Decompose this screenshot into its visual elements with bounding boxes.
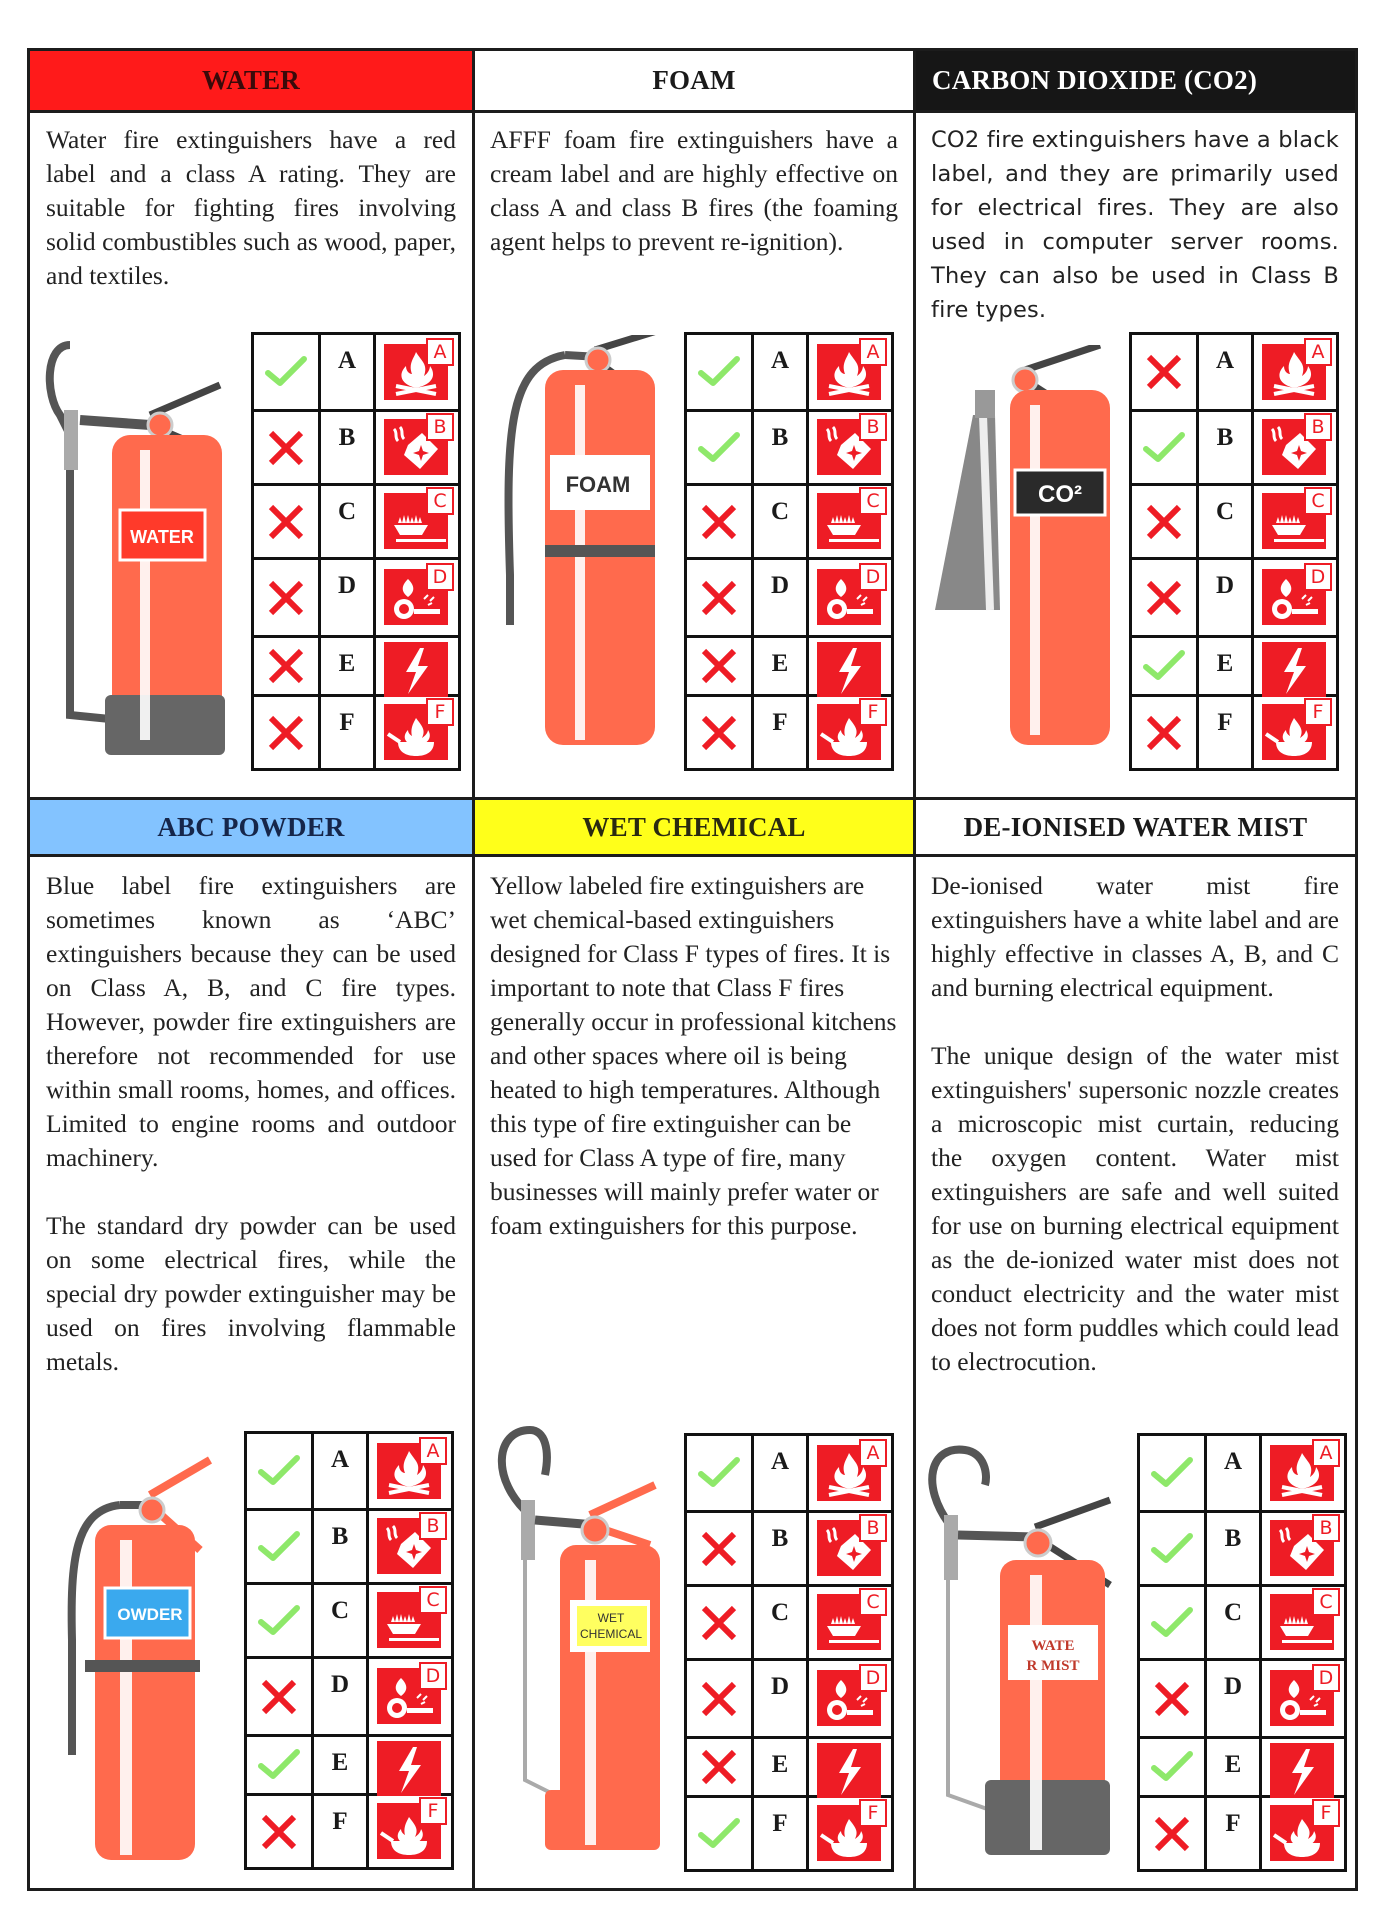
fire-class-tag: A: [1312, 1439, 1340, 1467]
extinguisher-label: WATER: [130, 527, 194, 547]
fire-class-tag: B: [426, 413, 454, 441]
cross-icon: [266, 428, 306, 468]
cross-icon: [699, 1747, 739, 1787]
fire-class-tag: C: [1312, 1588, 1340, 1616]
section-title: WATER: [201, 65, 301, 95]
suitability-mark: [686, 334, 753, 411]
class-d-combustible-metals-icon: [1261, 1660, 1346, 1738]
fire-class-tag: F: [419, 1797, 447, 1825]
class-row-c: [246, 1584, 453, 1658]
suitability-mark: [1139, 1738, 1206, 1797]
section-title: CARBON DIOXIDE (CO2): [932, 65, 1258, 95]
check-icon: [257, 1530, 301, 1564]
column-divider: [472, 51, 475, 1888]
fire-class-tag: D: [859, 563, 887, 591]
suitability-mark: [686, 1586, 753, 1660]
fire-class-tag: B: [419, 1512, 447, 1540]
check-icon: [697, 431, 741, 465]
class-row-a: [246, 1433, 453, 1510]
extinguisher-label: CO²: [1038, 481, 1082, 508]
class-row-b: [1131, 411, 1338, 485]
water-extinguisher-illustration: [40, 315, 240, 755]
class-row-e: [686, 1738, 893, 1797]
suitability-mark: [686, 1660, 753, 1738]
de-ionised-water-mist-class-table: [1137, 1433, 1347, 1872]
extinguisher-label: WET CHEMICAL: [579, 1611, 643, 1641]
check-icon: [257, 1454, 301, 1488]
fire-class-letter: E: [320, 637, 375, 696]
class-row-c: [1139, 1586, 1346, 1660]
cross-icon: [699, 1529, 739, 1569]
class-d-combustible-metals-icon: [368, 1658, 453, 1736]
suitability-mark: [686, 1512, 753, 1586]
class-a-solid-combustibles-icon: [375, 334, 460, 411]
class-row-f: [686, 1797, 893, 1871]
class-d-combustible-metals-icon: [375, 559, 460, 637]
class-row-d: [253, 559, 460, 637]
check-icon: [1150, 1456, 1194, 1490]
extinguisher-label: OWDER: [117, 1605, 183, 1624]
cross-icon: [1144, 502, 1184, 542]
check-icon: [1150, 1532, 1194, 1566]
fire-class-letter: C: [320, 485, 375, 559]
wet-chemical-extinguisher-illustration: [485, 1420, 675, 1860]
fire-class-letter: A: [313, 1433, 368, 1510]
class-a-solid-combustibles-icon: [1261, 1435, 1346, 1512]
check-icon: [1142, 649, 1186, 683]
fire-class-letter: D: [1206, 1660, 1261, 1738]
section-title: WET CHEMICAL: [582, 811, 806, 842]
check-icon: [1150, 1606, 1194, 1640]
fire-class-letter: F: [753, 1797, 808, 1871]
fire-class-letter: E: [1206, 1738, 1261, 1797]
fire-class-letter: E: [753, 1738, 808, 1797]
class-e-electrical-icon: [1253, 637, 1338, 696]
class-c-flammable-gases-icon: [1261, 1586, 1346, 1660]
fire-class-tag: A: [859, 1439, 887, 1467]
header-de-ionised-water-mist: [916, 800, 1355, 857]
cross-icon: [259, 1677, 299, 1717]
fire-class-letter: A: [1206, 1435, 1261, 1512]
class-row-e: [1139, 1738, 1346, 1797]
description-co2: [931, 123, 1339, 327]
suitability-mark: [1131, 559, 1198, 637]
cross-icon: [266, 713, 306, 753]
suitability-mark: [686, 1797, 753, 1871]
water-class-table: [251, 332, 461, 771]
description-paragraph: De-ionised water mist fire extinguishers have a white label and are highly effective in classes A, B, and C and burning electrical equipment.: [931, 871, 1339, 1002]
cross-icon: [1152, 1814, 1192, 1854]
class-row-d: [246, 1658, 453, 1736]
section-title: DE-IONISED WATER MIST: [963, 811, 1308, 842]
class-e-electrical-icon: [808, 637, 893, 696]
suitability-mark: [253, 696, 320, 770]
class-e-electrical-icon: [368, 1736, 453, 1795]
fire-class-letter: B: [1198, 411, 1253, 485]
check-icon: [257, 1748, 301, 1782]
suitability-mark: [686, 637, 753, 696]
class-b-flammable-liquids-icon: [1253, 411, 1338, 485]
fire-class-letter: A: [1198, 334, 1253, 411]
class-c-flammable-gases-icon: [368, 1584, 453, 1658]
class-row-d: [686, 1660, 893, 1738]
suitability-mark: [1131, 485, 1198, 559]
fire-class-tag: B: [1304, 413, 1332, 441]
class-b-flammable-liquids-icon: [375, 411, 460, 485]
header-foam: [475, 51, 913, 113]
cross-icon: [1152, 1679, 1192, 1719]
abc-powder-class-table: [244, 1431, 454, 1870]
fire-class-letter: A: [320, 334, 375, 411]
fire-class-letter: C: [313, 1584, 368, 1658]
fire-class-tag: C: [426, 487, 454, 515]
check-icon: [257, 1604, 301, 1638]
class-row-f: [1131, 696, 1338, 770]
class-row-a: [1139, 1435, 1346, 1512]
fire-class-letter: A: [753, 1435, 808, 1512]
fire-class-letter: C: [1206, 1586, 1261, 1660]
fire-class-tag: D: [419, 1662, 447, 1690]
fire-class-tag: A: [426, 338, 454, 366]
class-b-flammable-liquids-icon: [368, 1510, 453, 1584]
class-d-combustible-metals-icon: [1253, 559, 1338, 637]
fire-class-tag: C: [859, 487, 887, 515]
class-row-f: [253, 696, 460, 770]
class-c-flammable-gases-icon: [1253, 485, 1338, 559]
description-abc-powder: [46, 869, 456, 1379]
suitability-mark: [246, 1584, 313, 1658]
suitability-mark: [1131, 411, 1198, 485]
suitability-mark: [1139, 1586, 1206, 1660]
class-e-electrical-icon: [808, 1738, 893, 1797]
description-paragraph: The standard dry powder can be used on some electrical fires, while the special dry powder extinguisher may be used on fires involving flammable metals.: [46, 1211, 456, 1376]
fire-class-tag: A: [419, 1437, 447, 1465]
cross-icon: [699, 713, 739, 753]
suitability-mark: [686, 1435, 753, 1512]
class-f-cooking-oil-icon: [808, 1797, 893, 1871]
class-row-c: [686, 485, 893, 559]
fire-class-tag: B: [1312, 1514, 1340, 1542]
suitability-mark: [253, 485, 320, 559]
suitability-mark: [1139, 1797, 1206, 1871]
cross-icon: [699, 578, 739, 618]
cross-icon: [699, 646, 739, 686]
check-icon: [1150, 1750, 1194, 1784]
class-f-cooking-oil-icon: [808, 696, 893, 770]
class-d-combustible-metals-icon: [808, 559, 893, 637]
suitability-mark: [1131, 334, 1198, 411]
class-b-flammable-liquids-icon: [1261, 1512, 1346, 1586]
fire-class-letter: F: [753, 696, 808, 770]
fire-class-letter: F: [1198, 696, 1253, 770]
fire-class-letter: C: [1198, 485, 1253, 559]
description-paragraph: Yellow labeled fire extinguishers are wet chemical-based extinguishers designed for Class F types of fires. It is important to note that Class F fires generally occur in professional kitchens and other spaces where oil is being heated to high temperatures. Although this type of fire extinguisher can be used for Class A type of fire, many businesses will mainly prefer water or foam extinguishers for this purpose.: [490, 871, 897, 1240]
check-icon: [697, 1456, 741, 1490]
extinguisher-label: WATE R MIST: [1026, 1638, 1080, 1674]
class-row-a: [686, 334, 893, 411]
description-paragraph: Blue label fire extinguishers are sometimes known as ‘ABC’ extinguishers because they can be used on Class A, B, and C fire types. However, powder fire extinguishers are therefore not recommended for use within small rooms, homes, and offices. Limited to engine rooms and outdoor machinery.: [46, 871, 456, 1172]
foam-extinguisher-illustration: [490, 335, 680, 755]
description-paragraph: AFFF foam fire extinguishers have a cream label and are highly effective on class A and class B fires (the foaming agent helps to prevent re-ignition).: [490, 125, 898, 256]
class-f-cooking-oil-icon: [1261, 1797, 1346, 1871]
description-wet-chemical: [490, 869, 902, 1243]
fire-class-letter: D: [1198, 559, 1253, 637]
class-row-e: [1131, 637, 1338, 696]
fire-class-letter: E: [313, 1736, 368, 1795]
class-row-c: [686, 1586, 893, 1660]
class-f-cooking-oil-icon: [368, 1795, 453, 1869]
class-a-solid-combustibles-icon: [1253, 334, 1338, 411]
fire-class-letter: D: [313, 1658, 368, 1736]
check-icon: [697, 1817, 741, 1851]
fire-class-letter: F: [313, 1795, 368, 1869]
fire-class-tag: D: [426, 563, 454, 591]
class-row-b: [253, 411, 460, 485]
description-foam: [490, 123, 898, 259]
description-de-ionised-water-mist: [931, 869, 1339, 1379]
class-row-a: [253, 334, 460, 411]
fire-class-letter: B: [753, 1512, 808, 1586]
class-row-d: [1131, 559, 1338, 637]
suitability-mark: [253, 334, 320, 411]
class-c-flammable-gases-icon: [808, 1586, 893, 1660]
fire-class-letter: F: [320, 696, 375, 770]
wet-chemical-class-table: [684, 1433, 894, 1872]
class-b-flammable-liquids-icon: [808, 1512, 893, 1586]
class-a-solid-combustibles-icon: [808, 1435, 893, 1512]
class-row-d: [1139, 1660, 1346, 1738]
check-icon: [1142, 431, 1186, 465]
fire-class-tag: F: [1304, 698, 1332, 726]
fire-class-tag: A: [1304, 338, 1332, 366]
fire-class-letter: C: [753, 485, 808, 559]
check-icon: [697, 355, 741, 389]
fire-class-tag: F: [859, 1799, 887, 1827]
foam-class-table: [684, 332, 894, 771]
class-row-b: [686, 411, 893, 485]
suitability-mark: [246, 1510, 313, 1584]
suitability-mark: [1139, 1435, 1206, 1512]
class-c-flammable-gases-icon: [808, 485, 893, 559]
cross-icon: [266, 578, 306, 618]
class-c-flammable-gases-icon: [375, 485, 460, 559]
header-wet-chemical: [475, 800, 913, 857]
class-row-e: [253, 637, 460, 696]
cross-icon: [266, 646, 306, 686]
section-title: ABC POWDER: [157, 811, 345, 842]
cross-icon: [1144, 578, 1184, 618]
fire-class-tag: C: [1304, 487, 1332, 515]
fire-class-tag: D: [859, 1664, 887, 1692]
column-divider: [913, 51, 916, 1888]
fire-class-tag: F: [859, 698, 887, 726]
class-row-d: [686, 559, 893, 637]
suitability-mark: [1139, 1660, 1206, 1738]
co2-class-table: [1129, 332, 1339, 771]
class-e-electrical-icon: [375, 637, 460, 696]
fire-class-tag: F: [426, 698, 454, 726]
cross-icon: [699, 1603, 739, 1643]
suitability-mark: [686, 485, 753, 559]
cross-icon: [266, 502, 306, 542]
class-f-cooking-oil-icon: [1253, 696, 1338, 770]
description-paragraph: Water fire extinguishers have a red label and a class A rating. They are suitable for fighting fires involving solid combustibles such as wood, paper, and textiles.: [46, 125, 456, 290]
fire-class-tag: C: [419, 1586, 447, 1614]
fire-class-letter: A: [753, 334, 808, 411]
fire-class-tag: C: [859, 1588, 887, 1616]
class-row-e: [686, 637, 893, 696]
class-row-f: [686, 696, 893, 770]
fire-class-letter: B: [753, 411, 808, 485]
cross-icon: [1144, 713, 1184, 753]
class-row-b: [686, 1512, 893, 1586]
fire-class-letter: B: [313, 1510, 368, 1584]
class-e-electrical-icon: [1261, 1738, 1346, 1797]
description-paragraph: CO2 fire extinguishers have a black label, and they are primarily used for electrical fires. They are also used in computer server rooms. They can also be used in Class B fire types.: [931, 127, 1339, 323]
fire-class-letter: D: [753, 559, 808, 637]
fire-class-tag: B: [859, 1514, 887, 1542]
class-d-combustible-metals-icon: [808, 1660, 893, 1738]
suitability-mark: [253, 637, 320, 696]
suitability-mark: [686, 696, 753, 770]
class-row-f: [1139, 1797, 1346, 1871]
suitability-mark: [686, 411, 753, 485]
suitability-mark: [253, 559, 320, 637]
abc-powder-extinguisher-illustration: [50, 1440, 220, 1860]
suitability-mark: [246, 1795, 313, 1869]
fire-class-letter: F: [1206, 1797, 1261, 1871]
class-row-c: [253, 485, 460, 559]
suitability-mark: [1131, 637, 1198, 696]
fire-class-letter: E: [1198, 637, 1253, 696]
suitability-mark: [1131, 696, 1198, 770]
class-row-b: [246, 1510, 453, 1584]
header-abc-powder: [30, 800, 472, 857]
fire-class-letter: C: [753, 1586, 808, 1660]
cross-icon: [259, 1812, 299, 1852]
class-row-c: [1131, 485, 1338, 559]
description-water: [46, 123, 456, 293]
class-row-e: [246, 1736, 453, 1795]
suitability-mark: [246, 1736, 313, 1795]
suitability-mark: [253, 411, 320, 485]
class-a-solid-combustibles-icon: [808, 334, 893, 411]
header-co2: [916, 51, 1355, 113]
class-b-flammable-liquids-icon: [808, 411, 893, 485]
fire-class-letter: D: [320, 559, 375, 637]
description-paragraph: The unique design of the water mist extinguishers' supersonic nozzle creates a microscopic mist curtain, reducing the oxygen content. Water mist extinguishers are safe and well suited for use on burning electrical equipment as the de-ionized water mist does not conduct electricity and the water mist does not form puddles which could lead to electrocution.: [931, 1041, 1339, 1376]
co2-extinguisher-illustration: [925, 345, 1125, 755]
fire-class-tag: B: [859, 413, 887, 441]
class-f-cooking-oil-icon: [375, 696, 460, 770]
class-a-solid-combustibles-icon: [368, 1433, 453, 1510]
fire-class-tag: D: [1304, 563, 1332, 591]
check-icon: [264, 355, 308, 389]
cross-icon: [699, 1679, 739, 1719]
extinguisher-label: FOAM: [565, 472, 631, 497]
cross-icon: [699, 502, 739, 542]
fire-class-tag: D: [1312, 1664, 1340, 1692]
fire-class-letter: B: [320, 411, 375, 485]
fire-class-tag: A: [859, 338, 887, 366]
fire-class-tag: F: [1312, 1799, 1340, 1827]
suitability-mark: [246, 1658, 313, 1736]
suitability-mark: [686, 559, 753, 637]
fire-class-letter: B: [1206, 1512, 1261, 1586]
class-row-a: [1131, 334, 1338, 411]
class-row-f: [246, 1795, 453, 1869]
header-water: [30, 51, 472, 113]
suitability-mark: [1139, 1512, 1206, 1586]
suitability-mark: [686, 1738, 753, 1797]
class-row-a: [686, 1435, 893, 1512]
fire-class-letter: E: [753, 637, 808, 696]
fire-class-letter: D: [753, 1660, 808, 1738]
suitability-mark: [246, 1433, 313, 1510]
de-ionised-water-mist-extinguisher-illustration: [920, 1445, 1130, 1865]
section-title: FOAM: [652, 65, 736, 95]
cross-icon: [1144, 352, 1184, 392]
class-row-b: [1139, 1512, 1346, 1586]
